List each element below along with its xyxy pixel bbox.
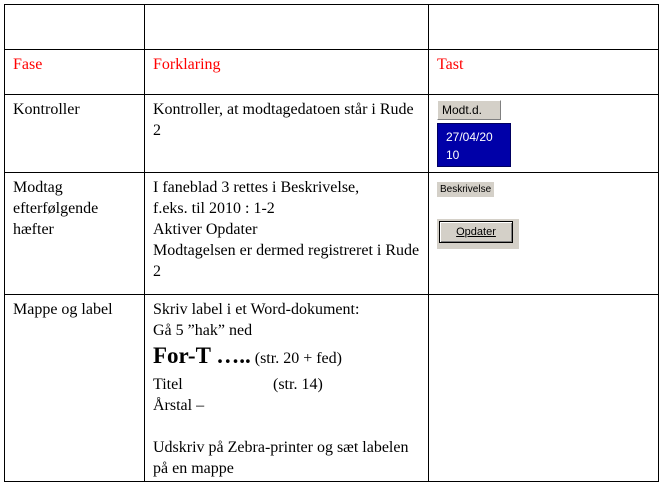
forklaring-cell bbox=[145, 295, 429, 482]
forklaring-line: Gå 5 ”hak” ned bbox=[153, 322, 253, 339]
header-row bbox=[5, 50, 659, 95]
title-line bbox=[153, 374, 421, 395]
fase-cell bbox=[5, 173, 145, 295]
opdater-button-frame bbox=[437, 219, 519, 249]
empty-cell bbox=[5, 5, 145, 50]
label-example-text: For-T ….. bbox=[153, 343, 251, 368]
receive-date-field[interactable] bbox=[437, 123, 511, 167]
fase-cell: Kontroller bbox=[5, 95, 145, 173]
spacer bbox=[153, 416, 421, 437]
beskrivelse-tab[interactable]: Beskrivelse bbox=[437, 182, 494, 197]
tast-cell bbox=[429, 95, 659, 173]
header-forklaring: Forklaring bbox=[145, 50, 429, 95]
table-row bbox=[5, 173, 659, 295]
forklaring-line: Modtagelsen er dermed registreret i Rude 2 bbox=[153, 242, 420, 280]
year-line: Årstal – bbox=[153, 397, 205, 414]
empty-cell bbox=[145, 5, 429, 50]
opdater-button[interactable]: Opdater bbox=[439, 221, 513, 243]
tast-cell bbox=[429, 295, 659, 482]
forklaring-line: Aktiver Opdater bbox=[153, 221, 258, 238]
modt-date-field-label: Modt.d. bbox=[437, 100, 501, 120]
forklaring-cell bbox=[145, 173, 429, 295]
header-fase: Fase bbox=[5, 50, 145, 95]
title-note: (str. 14) bbox=[273, 376, 323, 393]
table-row bbox=[5, 295, 659, 482]
forklaring-line: Skriv label i et Word-dokument: bbox=[153, 301, 360, 318]
label-example-line bbox=[153, 341, 421, 374]
label-example-note: (str. 20 + fed) bbox=[250, 350, 342, 367]
print-instruction: Udskriv på Zebra-printer og sæt labelen på en mappe bbox=[153, 439, 409, 477]
empty-top-row bbox=[5, 5, 659, 50]
fase-cell: Mappe og label bbox=[5, 295, 145, 482]
forklaring-line: I faneblad 3 rettes i Beskrivelse, bbox=[153, 179, 360, 196]
date-value-line: 27/04/20 bbox=[446, 130, 493, 144]
date-value-line: 10 bbox=[446, 148, 460, 162]
procedure-table bbox=[4, 4, 659, 482]
fase-text: Modtag efterfølgende hæfter bbox=[13, 179, 99, 238]
title-label: Titel bbox=[153, 376, 183, 393]
header-tast: Tast bbox=[429, 50, 659, 95]
table-row bbox=[5, 95, 659, 173]
tast-cell bbox=[429, 173, 659, 295]
forklaring-cell: Kontroller, at modtagedatoen står i Rude 2 bbox=[145, 95, 429, 173]
forklaring-line: f.eks. til 2010 : 1-2 bbox=[153, 200, 275, 217]
empty-cell bbox=[429, 5, 659, 50]
